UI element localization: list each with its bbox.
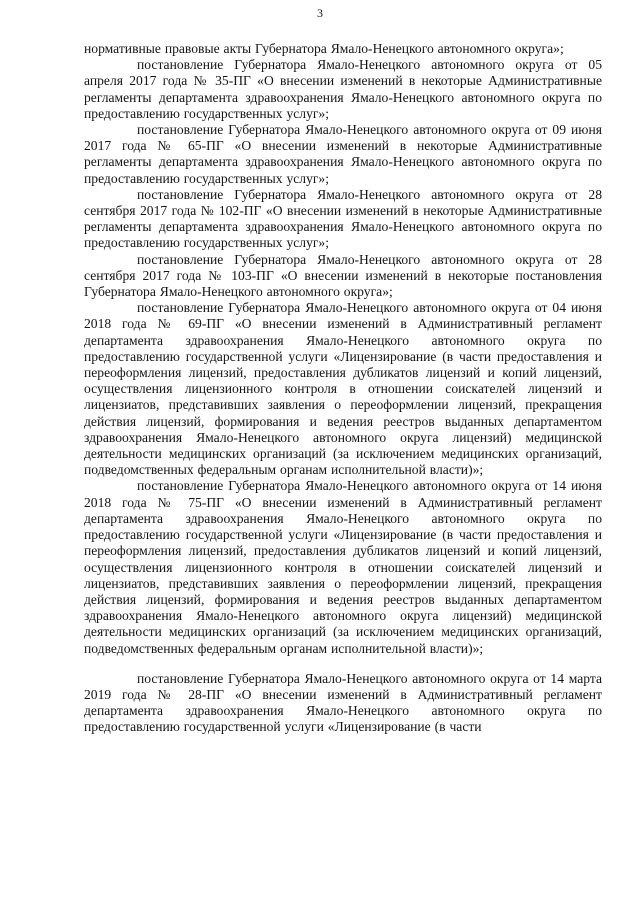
paragraph-1: нормативные правовые акты Губернатора Ямало-Ненецкого автономного округа»; — [84, 41, 564, 56]
paragraph-5: постановление Губернатора Ямало-Ненецкого автономного округа от 28 сентября 2017 года № 103-ПГ «О внесении изменений в некоторые постановления Губернатора Ямало-Ненецкого автономного округа»; — [84, 251, 602, 300]
paragraph-3: постановление Губернатора Ямало-Ненецкого автономного округа от 09 июня 2017 года № 65-ПГ «О внесении изменений в некоторые Административные регламенты департамента здравоохранения Ямало-Ненецкого автономного округа по предоставлению государственных услуг»; — [84, 122, 602, 186]
paragraph-4: постановление Губернатора Ямало-Ненецкого автономного округа от 28 сентября 2017 года № 102-ПГ «О внесении изменений в некоторые Административные регламенты департамента здравоохранения Ямало-Ненецкого автономного округа по предоставлению государственных услуг»; — [84, 186, 602, 251]
paragraph-8: постановление Губернатора Ямало-Ненецкого автономного округа от 14 марта 2019 года № 28-ПГ «О внесении изменений в Административный регламент департамента здравоохранения Ямало-Ненецкого автономного округа по предоставлению государственной услуги «Лицензирование (в части — [84, 670, 602, 735]
paragraph-2: постановление Губернатора Ямало-Ненецкого автономного округа от 05 апреля 2017 года № 35-ПГ «О внесении изменений в некоторые Административные регламенты департамента здравоохранения Ямало-Ненецкого автономного округа по предоставлению государственных услуг»; — [84, 57, 602, 121]
paragraph-6: постановление Губернатора Ямало-Ненецкого автономного округа от 04 июня 2018 года № 69-ПГ «О внесении изменений в Административный регламент департамента здравоохранения Ямало-Ненецкого автономного округа по предоставлению государственной услуги «Лицензирование (в части предоставления и переоформления лицензий, предоставления дубликатов лицензий и копий лицензий, осуществления лицензионного контроля в отношении соискателей лицензий и лицензиатов, представивших заявления о переоформлении лицензий, прекращения действия лицензий, формирования и ведения реестров выданных департаментом здравоохранения Ямало-Ненецкого автономного округа лицензий) медицинской деятельности медицинских организаций (за исключением медицинских организаций, подведомственных федеральным органам исполнительной власти)»; — [84, 300, 602, 478]
document-body — [84, 41, 602, 736]
paragraph-7: постановление Губернатора Ямало-Ненецкого автономного округа от 14 июня 2018 года № 75-ПГ «О внесении изменений в Административный регламент департамента здравоохранения Ямало-Ненецкого автономного округа по предоставлению государственной услуги «Лицензирование (в части предоставления и переоформления лицензий, предоставления дубликатов лицензий и копий лицензий, осуществления лицензионного контроля в отношении соискателей лицензий и лицензиатов, представивших заявления о переоформлении лицензий, прекращения действия лицензий, формирования и ведения реестров выданных департаментом здравоохранения Ямало-Ненецкого автономного округа лицензий) медицинской деятельности медицинских организаций (за исключением медицинских организаций, подведомственных федеральным органам исполнительной власти)»; — [84, 478, 602, 656]
page-number: 3 — [317, 6, 323, 20]
